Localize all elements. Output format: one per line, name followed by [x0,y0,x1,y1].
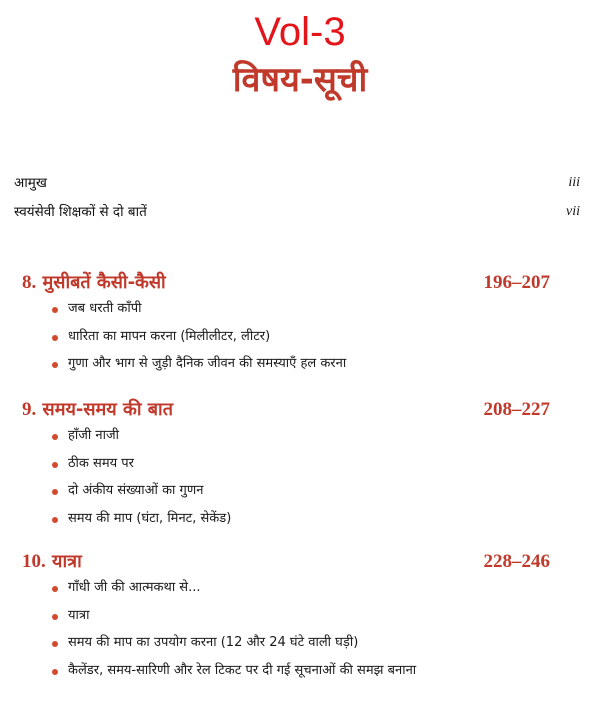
topic-item: समय की माप का उपयोग करना (12 और 24 घंटे वाली घड़ी) [52,634,550,652]
bullet-icon [52,462,58,468]
front-matter-label: आमुख [14,175,47,191]
chapter-title: यात्रा [52,551,82,572]
topic-item: यात्रा [52,607,550,625]
front-matter-page: iii [568,175,580,190]
front-matter-label: स्वयंसेवी शिक्षकों से दो बातें [14,204,147,220]
chapter-number: 9. [22,399,37,420]
bullet-icon [52,586,58,592]
chapter-topic-list [22,427,550,528]
volume-label: Vol-3 [254,10,346,54]
topic-item: गाँधी जी की आत्मकथा से... [52,579,550,597]
chapter-number: 8. [22,272,37,293]
topic-item: गुणा और भाग से जुड़ी दैनिक जीवन की समस्याएँ हल करना [52,355,550,373]
chapter-title: मुसीबतें कैसी-कैसी [42,272,166,293]
chapter-pages: 228–246 [483,551,550,572]
bullet-icon [52,362,58,368]
front-matter-row [14,203,580,221]
chapter-10 [22,549,550,689]
bullet-icon [52,489,58,495]
bullet-icon [52,434,58,440]
topic-item: हाँजी नाजी [52,427,550,445]
page-title: विषय-सूची [232,60,368,100]
chapter-heading [22,397,550,423]
bullet-icon [52,641,58,647]
topic-item: समय की माप (घंटा, मिनट, सेकेंड) [52,510,550,528]
topic-item: ठीक समय पर [52,455,550,473]
bullet-icon [52,517,58,523]
topic-item: दो अंकीय संख्याओं का गुणन [52,482,550,500]
chapter-number: 10. [22,551,46,572]
chapter-heading [22,549,550,575]
chapter-topic-list [22,300,550,373]
chapter-8 [22,270,550,383]
chapter-pages: 196–207 [483,272,550,293]
chapter-title: समय-समय की बात [42,399,173,420]
topic-item: धारिता का मापन करना (मिलीलीटर, लीटर) [52,328,550,346]
front-matter-page: vii [566,204,580,219]
bullet-icon [52,614,58,620]
bullet-icon [52,307,58,313]
bullet-icon [52,669,58,675]
bullet-icon [52,335,58,341]
chapter-pages: 208–227 [483,399,550,420]
chapter-topic-list [22,579,550,680]
topic-item: जब धरती काँपी [52,300,550,318]
front-matter-row [14,174,580,192]
chapter-heading [22,270,550,296]
topic-item: कैलेंडर, समय-सारिणी और रेल टिकट पर दी गई सूचनाओं की समझ बनाना [52,662,550,680]
chapter-9 [22,397,550,537]
